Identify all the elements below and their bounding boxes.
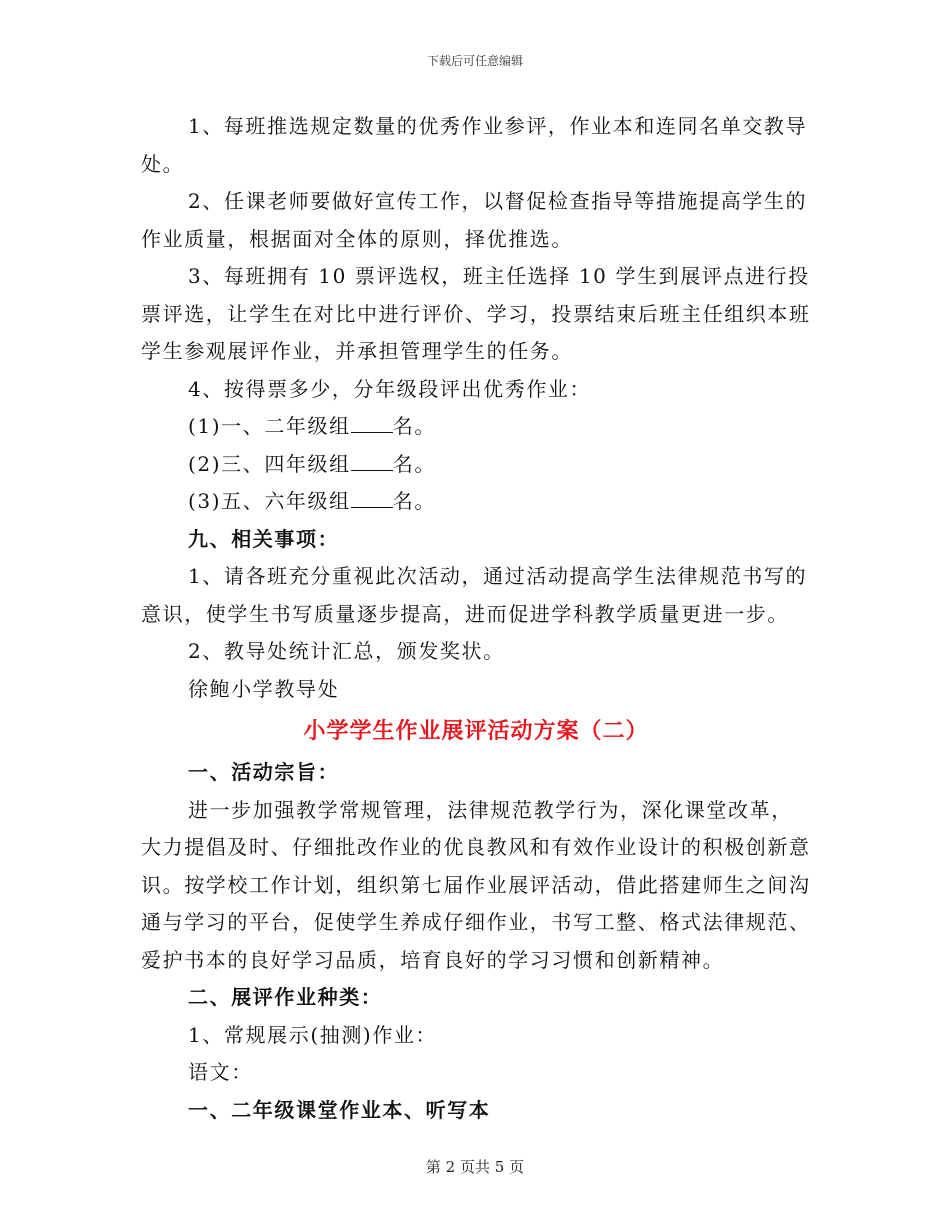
- sub-item-suffix: 名。: [392, 414, 436, 438]
- sub-item-1: [141, 408, 811, 446]
- paragraph-subject: 语文：: [188, 1060, 253, 1084]
- sub-item-prefix: (1)一、二年级组: [188, 414, 351, 438]
- paragraph-notice-1: 1、请各班充分重视此次活动，通过活动提高学生法律规范书写的意识，使学生书写质量逐步提高，进而促进学科教学质量更进一步。: [141, 564, 808, 626]
- document-title: 小学学生作业展评活动方案（二）: [303, 718, 649, 744]
- paragraph-item-2: 2、任课老师要做好宣传工作，以督促检查指导等措施提高学生的作业质量，根据面对全体的原则，择优推选。: [141, 189, 808, 251]
- paragraph-routine: 1、常规展示(抽测)作业：: [188, 1022, 438, 1047]
- paragraph-notice-2: 2、教导处统计汇总，颁发奖状。: [188, 639, 505, 663]
- section-heading-2: 二、展评作业种类：: [188, 985, 383, 1009]
- paragraph-item-3: 3、每班拥有 10 票评选权，班主任选择 10 学生到展评点进行投票评选，让学生在对比中进行评价、学习，投票结束后班主任组织本班学生参观展评作业，并承担管理学生的任务。: [141, 264, 811, 363]
- paragraph-item-4: 4、按得票多少，分年级段评出优秀作业：: [188, 376, 592, 401]
- paragraph-purpose: 进一步加强教学常规管理，法律规范教学行为，深化课堂改革，大力提倡及时、仔细批改作业的优良教风和有效作业设计的积极创新意识。按学校工作计划，组织第七届作业展评活动，借此搭建师生之间沟通与学习的平台，促使学生养成仔细作业，书写工整、格式法律规范、爱护书本的良好学习品质，培育良好的学习习惯和创新精神。: [141, 797, 811, 972]
- fill-blank: [351, 432, 393, 433]
- fill-blank: [351, 470, 393, 471]
- sub-item-suffix: 名。: [392, 489, 436, 513]
- fill-blank: [351, 507, 393, 508]
- paragraph-grade: 一、二年级课堂作业本、听写本: [188, 1097, 491, 1122]
- sub-item-suffix: 名。: [392, 451, 436, 476]
- section-heading-1: 一、活动宗旨：: [188, 760, 340, 784]
- sub-item-prefix: (2)三、四年级组: [188, 451, 351, 476]
- section-heading-9: 九、相关事项：: [188, 526, 340, 551]
- page-footer: 第 2 页共 5 页: [425, 1158, 525, 1176]
- page-header: 下载后可任意编辑: [426, 54, 523, 68]
- sub-item-prefix: (3)五、六年级组: [188, 489, 351, 513]
- paragraph-item-1: 1、每班推选规定数量的优秀作业参评，作业本和连同名单交教导处。: [141, 114, 808, 176]
- sub-item-2: [141, 446, 811, 484]
- sub-item-3: [141, 483, 811, 521]
- signature: 徐鲍小学教导处: [188, 676, 340, 701]
- document-body: [141, 108, 811, 1129]
